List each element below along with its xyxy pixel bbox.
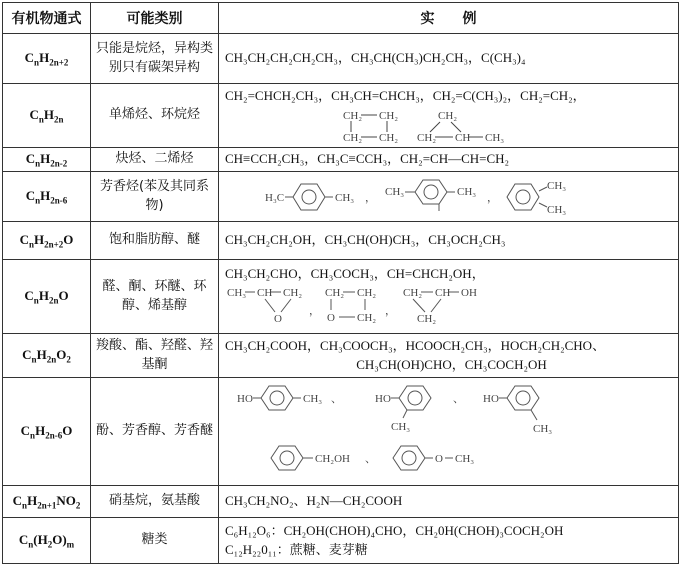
category-cell: 羧酸、酯、羟醛、羟基酮 (91, 334, 219, 378)
ring-label: O (327, 311, 335, 324)
example-cell: CH≡CCH₂CH₃，CH₃C≡CCH₃，CH₂=CH—CH=CH₂ (219, 148, 679, 172)
ring-label: O (435, 452, 443, 465)
cycloalkane-structures (225, 106, 525, 144)
ring-label: CH₂ (357, 311, 377, 324)
example-text: CH₂=CHCH₂CH₃，CH₃CH=CHCH₃，CH₂=C(CH₃)₂，CH₂=CH₂， (225, 88, 586, 104)
ring-label: CH₂ (343, 131, 363, 144)
table-row (3, 84, 679, 148)
table-row (3, 378, 679, 486)
ring-label: CH₃ (455, 452, 475, 465)
category-cell: 只能是烷烃，异构类别只有碳架异构 (91, 34, 219, 84)
ring-label: CH (435, 286, 451, 299)
propylene-oxide-structure (227, 287, 302, 325)
p-cresol-structure (237, 386, 322, 410)
table-row (3, 518, 679, 564)
table-row (3, 222, 679, 260)
category-cell: 炔烃、二烯烃 (91, 148, 219, 172)
ring-label: CH₂ (325, 286, 345, 299)
ring-label: CH₃ (227, 286, 247, 299)
example-text: CH₃CH₂CHO，CH₃COCH₃，CH=CHCH₂OH， (225, 266, 485, 282)
general-formula: $C_nH_{2n+2}$ (3, 34, 91, 84)
ethylbenzene-like-structure (507, 180, 566, 216)
separator: ， (309, 304, 320, 317)
general-formula: $C_nH_{2n-6}$ (3, 172, 91, 222)
example-cell: CH₃CH₂NO₂、H₂N—CH₂COOH (219, 486, 679, 518)
p-xylene-structure (265, 184, 354, 210)
example-text-line2: CH₃CH(OH)CHO，CH₃COCH₂OH (356, 356, 547, 372)
general-formula: $C_nH_{2n-6}O$ (3, 378, 91, 486)
ring-label: CH (257, 286, 273, 299)
category-cell: 硝基烷，氨基酸 (91, 486, 219, 518)
ring-label: CH₂ (379, 109, 399, 122)
example-cell: CH₃CH₂CH₂CH₂CH₃，CH₃CH(CH₃)CH₂CH₃，C(CH₃)₄ (219, 34, 679, 84)
phenol-structures (225, 380, 665, 484)
ring-label: CH₃ (457, 185, 477, 198)
table-row (3, 172, 679, 222)
ring-label: CH₃ (547, 179, 567, 192)
ring-label: CH₂ (403, 286, 423, 299)
general-formula: $C_nH_{2n-2}$ (3, 148, 91, 172)
benzyl-alcohol-structure (271, 446, 350, 470)
methylcyclopropane-structure (417, 110, 504, 144)
general-formula: $C_nH_{2n+2}O$ (3, 222, 91, 260)
separator: 、 (331, 392, 342, 405)
table-row (3, 148, 679, 172)
ring-label: CH₂ (379, 131, 399, 144)
oxetane-structure (325, 287, 376, 324)
example-cell (219, 84, 679, 148)
category-cell: 饱和脂肪醇、醚 (91, 222, 219, 260)
ring-label: CH₃ (485, 131, 505, 144)
table-row (3, 34, 679, 84)
separator: 、 (453, 392, 464, 405)
separator: ， (365, 191, 376, 204)
header-formula: 有机物通式 (3, 3, 91, 34)
cyclic-structures (225, 284, 525, 328)
ring-label: CH₃ (335, 191, 355, 204)
ring-label: HO (237, 392, 253, 405)
ring-label: HO (483, 392, 499, 405)
header-row (3, 3, 679, 34)
example-cell (219, 172, 679, 222)
general-formula: $C_nH_{2n+1}NO_2$ (3, 486, 91, 518)
separator: ， (385, 304, 396, 317)
example-cell (219, 260, 679, 334)
separator: ， (487, 191, 498, 204)
ring-label: O (274, 312, 282, 325)
general-formula: $C_nH_{2n}$ (3, 84, 91, 148)
table-row (3, 334, 679, 378)
ring-label: CH₃ (533, 422, 553, 435)
ring-label: CH₂ (283, 286, 303, 299)
cyclopropanol-structure (403, 287, 477, 325)
general-formula: $C_n(H_2O)_m$ (3, 518, 91, 564)
o-cresol-structure (375, 386, 431, 433)
ring-label: CH₂ (417, 312, 437, 325)
example-text-line2: C₁₂H₂₂0₁₁：蔗糖、麦芽糖 (225, 541, 368, 557)
general-formula: $C_nH_{2n}O$ (3, 260, 91, 334)
ring-label: CH₃ (391, 420, 411, 433)
ring-label: CH₂ (438, 109, 458, 122)
anisole-structure (393, 446, 474, 470)
example-cell (219, 378, 679, 486)
example-cell (219, 518, 679, 564)
table-row (3, 260, 679, 334)
category-cell: 酚、芳香醇、芳香醚 (91, 378, 219, 486)
ring-label: H₃C (265, 191, 285, 204)
ring-label: CH₃ (547, 203, 567, 216)
ring-label: CH₂ (343, 109, 363, 122)
example-cell (219, 334, 679, 378)
category-cell: 芳香烃(苯及其同系物) (91, 172, 219, 222)
category-cell: 单烯烃、环烷烃 (91, 84, 219, 148)
ring-label: CH (455, 131, 471, 144)
ring-label: CH₂ (357, 286, 377, 299)
ring-label: HO (375, 392, 391, 405)
m-cresol-structure (483, 386, 552, 435)
ring-label: CH₃ (303, 392, 323, 405)
category-cell: 醛、酮、环醚、环醇、烯基醇 (91, 260, 219, 334)
example-text: CH₃CH₂COOH，CH₃COOCH₃，HCOOCH₂CH₃，HOCH₂CH₂CHO、 (225, 337, 606, 353)
ring-label: CH₂ (417, 131, 437, 144)
header-category: 可能类别 (91, 3, 219, 34)
ring-label: CH₃ (385, 185, 405, 198)
aromatic-structures (225, 173, 665, 221)
example-cell: CH₃CH₂CH₂OH，CH₃CH(OH)CH₃，CH₃OCH₂CH₃ (219, 222, 679, 260)
ring-label: CH₂OH (315, 452, 351, 465)
separator: 、 (365, 452, 376, 465)
ring-label: OH (461, 286, 477, 299)
header-example: 实 例 (219, 3, 679, 34)
cyclobutane-structure (343, 110, 398, 144)
category-cell: 糖类 (91, 518, 219, 564)
table-row (3, 486, 679, 518)
formula-table (2, 2, 679, 564)
o-xylene-structure (385, 180, 476, 211)
general-formula: $C_nH_{2n}O_2$ (3, 334, 91, 378)
example-text: C₆H₁₂O₆：CH₂OH(CHOH)₄CHO，CH₂0H(CHOH)₃COCH₂OH (225, 522, 564, 538)
